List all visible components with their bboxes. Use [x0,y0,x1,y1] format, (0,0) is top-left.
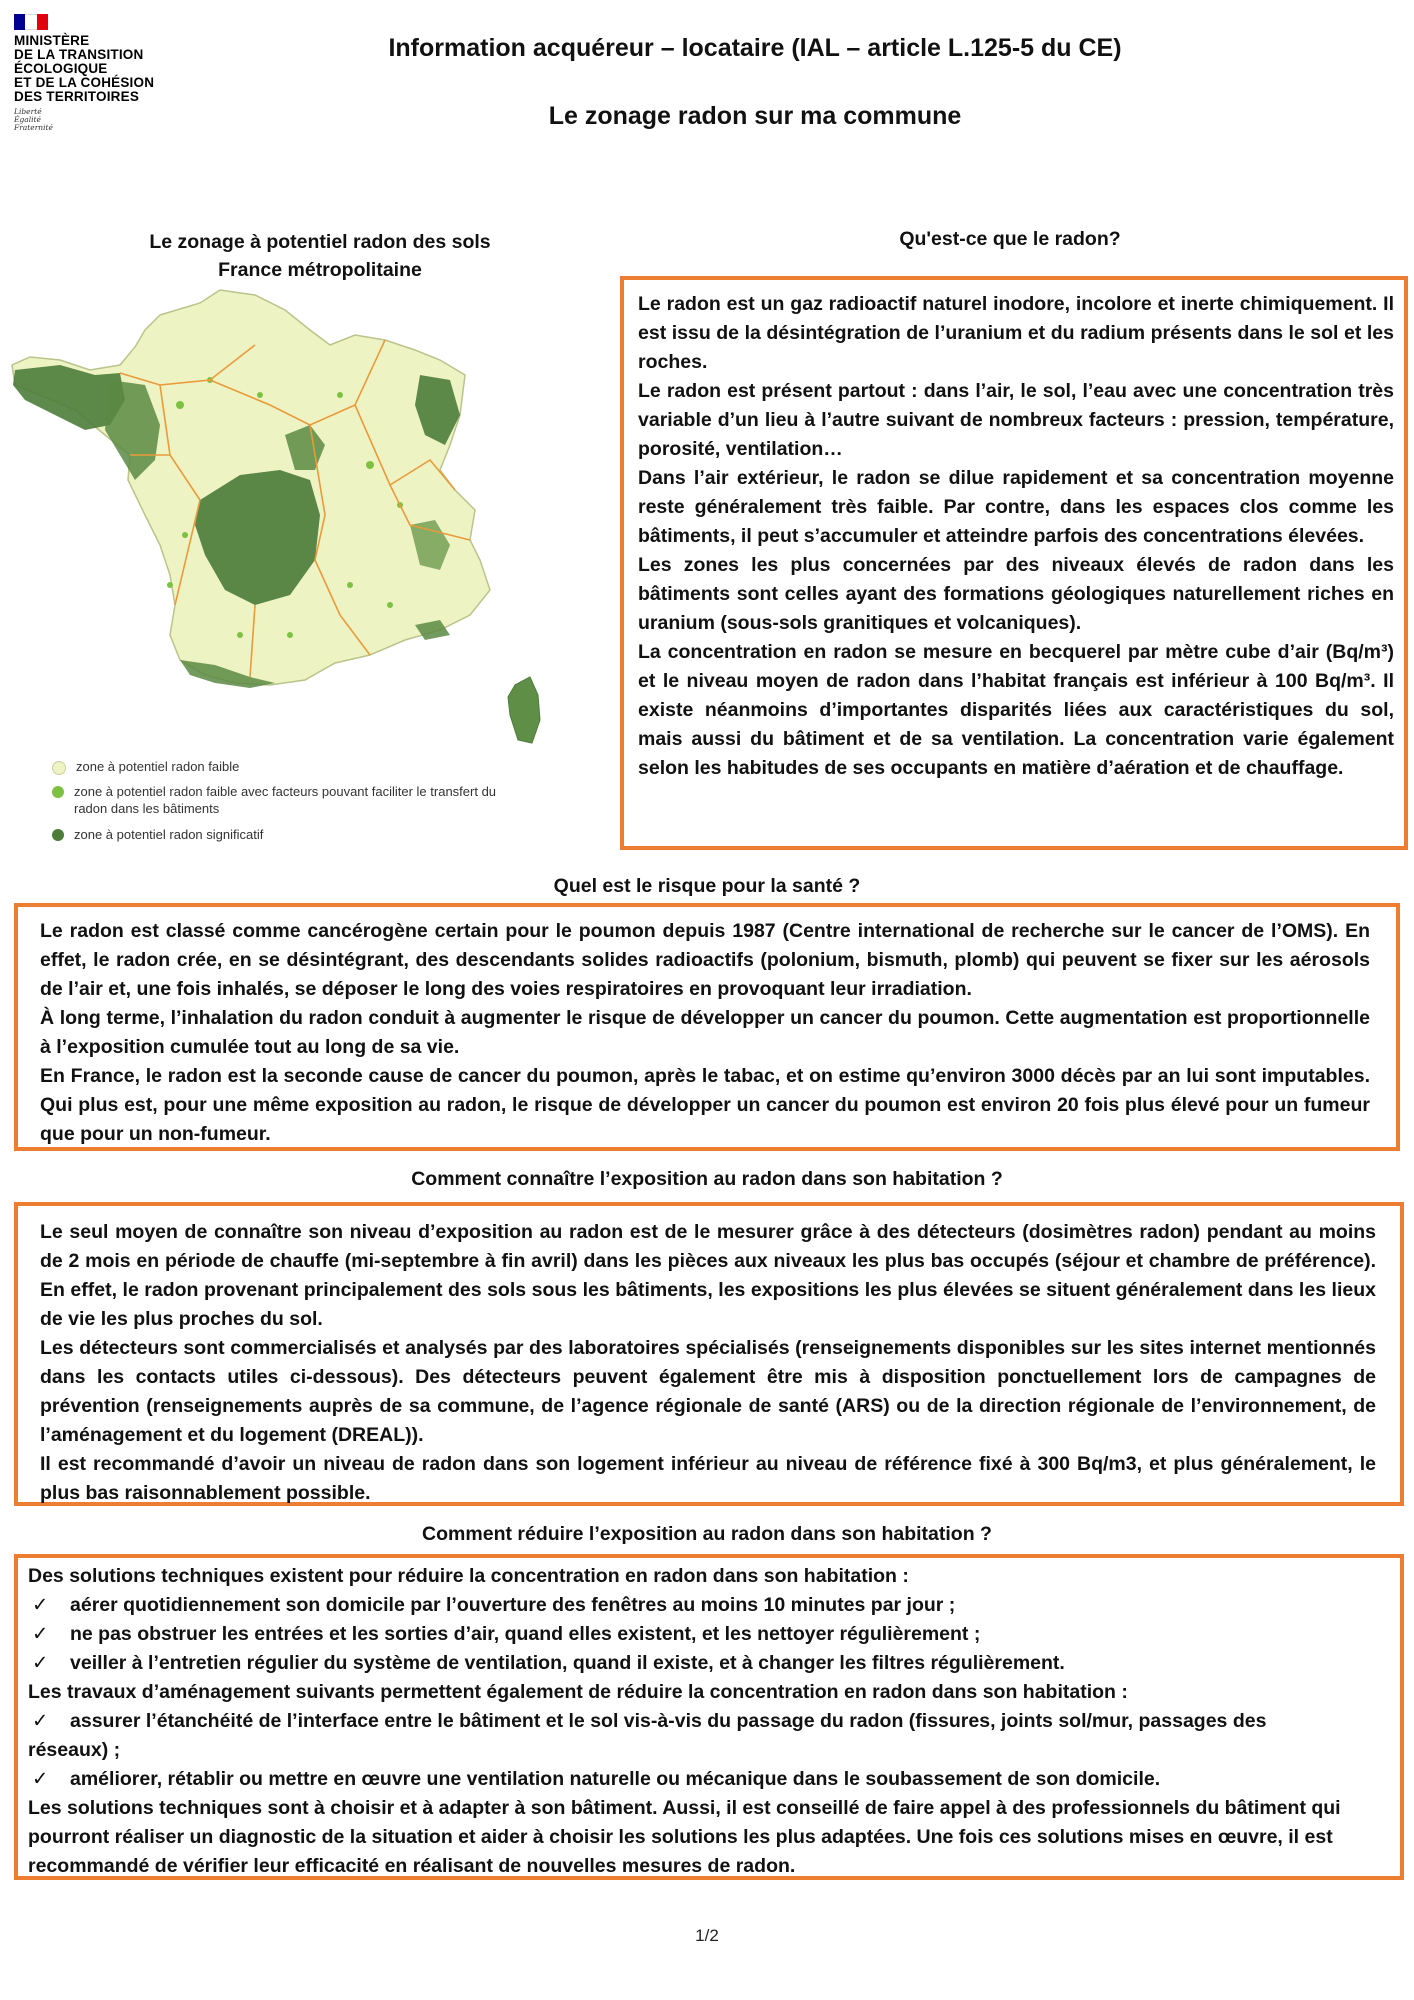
corsica [508,677,540,743]
checklist-text: ne pas obstruer les entrées et les sorties d’air, quand elles existent, et les nettoyer régulièrement ; [70,1623,981,1645]
section-heading-measure: Comment connaître l’exposition au radon dans son habitation ? [411,1168,1003,1190]
checklist-text: aérer quotidiennement son domicile par l’ouverture des fenêtres au moins 10 minutes par jour ; [70,1594,956,1616]
legend-item [52,826,532,843]
health-risk-box [14,903,1400,1151]
ministry-logo [14,14,184,132]
checklist-text: améliorer, rétablir ou mettre en œuvre une ventilation naturelle ou mécanique dans le soubassement de son domicile. [70,1768,1161,1790]
checklist-item [28,1649,1376,1678]
page-number: 1/2 [695,1926,719,1945]
paragraph: Dans l’air extérieur, le radon se dilue rapidement et sa concentration moyenne reste généralement très faible. Par contre, dans les espaces clos comme les bâtiments, il peut s’accumuler et atteindre parfois des concentrations élevées. [638,467,1394,547]
checklist-text: veiller à l’entretien régulier du système de ventilation, quand il existe, et à changer les filtres régulièrement. [70,1652,1065,1674]
paragraph: Le seul moyen de connaître son niveau d’exposition au radon est de le mesurer grâce à des détecteurs (dosimètres radon) pendant au moins de 2 mois en période de chauffe (mi-septembre à fin avril) dans les pièces aux niveaux les plus bas occupés (séjour et chambre de préférence). En effet, le radon provenant principalement des sols sous les bâtiments, les expositions les plus élevées se situent généralement dans les lieux de vie les plus proches du sol. [40,1221,1376,1330]
paragraph: Le radon est présent partout : dans l’air, le sol, l’eau avec une concentration très variable d’un lieu à l’autre suivant de nombreux facteurs : pression, température, porosité, ventilation… [638,380,1394,460]
checklist-item [28,1707,1376,1736]
legend-swatch-icon [52,786,64,798]
logo-line: ET DE LA COHÉSION [14,75,155,90]
paragraph: Les solutions techniques sont à choisir et à adapter à son bâtiment. Aussi, il est conseillé de faire appel à des professionnels du bâtiment qui pourront réaliser un diagnostic de la situation et aider à choisir les solutions les plus adaptées. Une fois ces solutions mises en œuvre, il est recommandé de vérifier leur efficacité en réalisant de nouvelles mesures de radon. [28,1797,1341,1877]
logo-line: ÉCOLOGIQUE [14,61,108,76]
checklist-text: assurer l’étanchéité de l’interface entre le bâtiment et le sol vis-à-vis du passage du radon (fissures, joints sol/mur, passages des [70,1710,1267,1732]
section-heading-what: Qu'est-ce que le radon? [899,228,1121,250]
motto-line: Égalité [14,115,41,124]
flag-red [37,14,48,30]
paragraph: Des solutions techniques existent pour réduire la concentration en radon dans son habitation : [28,1565,909,1587]
paragraph: La concentration en radon se mesure en becquerel par mètre cube d’air (Bq/m³) et le niveau moyen de radon dans l’habitat français est inférieur à 100 Bq/m³. Il existe néanmoins d’importantes disparités liées aux caractéristiques du sol, mais aussi du bâtiment et de sa ventilation. La concentration varie également selon les habitudes de ses occupants en matière d’aération et de chauffage. [638,641,1394,779]
legend-label: zone à potentiel radon faible [76,759,240,774]
map-title [80,228,560,284]
paragraph: En France, le radon est la seconde cause de cancer du poumon, après le tabac, et on estime qu’environ 3000 décès par an lui sont imputables. Qui plus est, pour une même exposition au radon, le risque de développer un cancer du poumon est environ 20 fois plus élevé pour un fumeur que pour un non-fumeur. [40,1065,1370,1145]
motto-line: Fraternité [14,123,53,132]
logo-line: MINISTÈRE [14,33,90,48]
flag-white [25,14,36,30]
checkmark-icon: ✓ [32,1652,49,1674]
legend-label: zone à potentiel radon significatif [74,827,264,842]
checkmark-icon: ✓ [32,1768,49,1790]
republic-motto [14,108,184,132]
checklist-continuation: réseaux) ; [28,1739,121,1761]
document-subtitle: Le zonage radon sur ma commune [548,102,962,130]
checkmark-icon: ✓ [32,1710,49,1732]
paragraph: Les détecteurs sont commercialisés et analysés par des laboratoires spécialisés (renseignements disponibles sur les sites internet mentionnés dans les contacts utiles ci-dessous). Des détecteurs peuvent également être mis à disposition ponctuellement lors de campagnes de prévention (renseignements auprès de sa commune, de l’agence régionale de santé (ARS) ou de la direction régionale de l’environnement, de l’aménagement et du logement (DREAL)). [40,1337,1376,1446]
legend-item [52,758,532,775]
legend-swatch-icon [52,829,64,841]
checklist-item [28,1620,1376,1649]
reduce-exposure-box [14,1554,1404,1880]
section-heading-reduce: Comment réduire l’exposition au radon dans son habitation ? [422,1523,992,1545]
paragraph: À long terme, l’inhalation du radon conduit à augmenter le risque de développer un cancer du poumon. Cette augmentation est proportionnelle à l’exposition cumulée tout au long de sa vie. [40,1007,1370,1058]
map-title-line: France métropolitaine [218,259,422,281]
checklist-item [28,1591,1376,1620]
section-heading-health: Quel est le risque pour la santé ? [553,875,861,897]
motto-line: Liberté [14,107,42,116]
legend-swatch-icon [52,761,66,775]
measure-exposure-box [14,1202,1404,1506]
logo-line: DES TERRITOIRES [14,89,140,104]
checklist-item [28,1765,1376,1794]
map-title-line: Le zonage à potentiel radon des sols [149,231,491,253]
logo-line: DE LA TRANSITION [14,47,144,62]
paragraph: Les zones les plus concernées par des niveaux élevés de radon dans les bâtiments sont celles ayant des formations géologiques naturellement riches en uranium (sous-sols granitiques et volcaniques). [638,554,1394,634]
checkmark-icon: ✓ [32,1594,49,1616]
french-flag-icon [14,14,48,30]
document-title: Information acquéreur – locataire (IAL – article L.125-5 du CE) [388,34,1122,62]
legend-label: zone à potentiel radon faible avec facteurs pouvant faciliter le transfert du radon dans les bâtiments [74,784,497,816]
radon-zoning-map [10,285,570,745]
map-legend [52,758,532,843]
paragraph: Les travaux d’aménagement suivants permettent également de réduire la concentration en radon dans son habitation : [28,1681,1128,1703]
legend-item [52,783,532,817]
flag-blue [14,14,25,30]
paragraph: Il est recommandé d’avoir un niveau de radon dans son logement inférieur au niveau de référence fixé à 300 Bq/m3, et plus généralement, le plus bas raisonnablement possible. [40,1453,1376,1504]
paragraph: Le radon est un gaz radioactif naturel inodore, incolore et inerte chimiquement. Il est issu de la désintégration de l’uranium et du radium présents dans le sol et les roches. [638,293,1394,373]
what-is-radon-box [620,276,1408,850]
checkmark-icon: ✓ [32,1623,49,1645]
paragraph: Le radon est classé comme cancérogène certain pour le poumon depuis 1987 (Centre international de recherche sur le cancer de l’OMS). En effet, le radon crée, en se désintégrant, des descendants solides radioactifs (polonium, bismuth, plomb) qui peuvent se fixer sur les aérosols de l’air et, une fois inhalés, se déposer le long des voies respiratoires en provoquant leur irradiation. [40,920,1370,1000]
